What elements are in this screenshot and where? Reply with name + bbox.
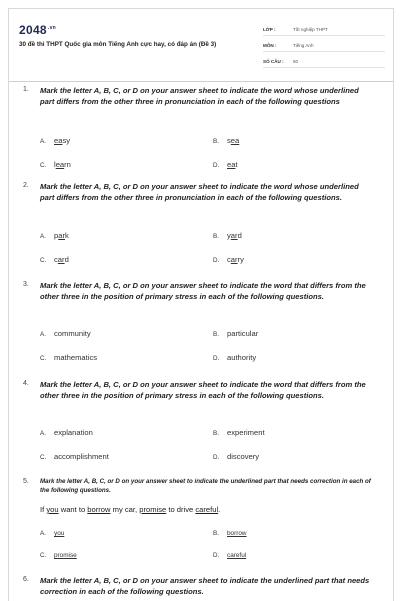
option-b[interactable]: B. particular: [213, 329, 259, 338]
question-number: 3.: [23, 281, 29, 288]
option-b[interactable]: B. sea: [213, 136, 240, 145]
meta-subject: MÔN : Tiếng Anh: [263, 39, 385, 52]
option-c[interactable]: C. mathematics: [40, 353, 98, 362]
document-page: [8, 8, 394, 601]
option-d[interactable]: D. discovery: [213, 452, 260, 461]
option-d[interactable]: D. authority: [213, 353, 257, 362]
document-title: 30 đề thi THPT Quốc gia môn Tiếng Anh cực hay, có đáp án (Đề 3): [19, 41, 217, 48]
option-a[interactable]: A. easy: [40, 136, 71, 145]
question-prompt: Mark the letter A, B, C, or D on your answer sheet to indicate the underlined part that needs correction in each of the following questions.: [40, 478, 371, 494]
question-number: 4.: [23, 380, 29, 387]
option-a[interactable]: A. explanation: [40, 428, 93, 437]
question-sentence: If you want to borrow my car, promise to drive careful.: [40, 505, 221, 514]
option-b[interactable]: B. borrow: [213, 530, 247, 537]
question-prompt: Mark the letter A, B, C, or D on your answer sheet to indicate the underlined part that needs correction in each of the following questions.: [40, 576, 370, 596]
question-prompt: Mark the letter A, B, C, or D on your answer sheet to indicate the word that differs from the other three in the position of primary stress in each of the following questions.: [40, 380, 366, 400]
header-divider: [9, 81, 393, 82]
option-c[interactable]: C. promise: [40, 552, 77, 559]
document-header: [19, 17, 385, 73]
question-number: 5.: [23, 478, 29, 485]
option-a[interactable]: A. community: [40, 329, 91, 338]
question-prompt: Mark the letter A, B, C, or D on your answer sheet to indicate the word that differs from the other three in the position of primary stress in each of the following questions.: [40, 281, 366, 301]
option-d[interactable]: D. carry: [213, 255, 244, 264]
option-d[interactable]: D. careful: [213, 552, 247, 559]
brand-logo[interactable]: $2048^{.vn}$: [19, 23, 57, 37]
question-number: 2.: [23, 182, 29, 189]
question-prompt: Mark the letter A, B, C, or D on your answer sheet to indicate the word whose underlined part differs from the other three in pronunciation in each of the following questions: [40, 86, 359, 106]
question-number: 1.: [23, 86, 29, 93]
option-c[interactable]: C. learn: [40, 160, 71, 169]
meta-question-count: SỐ CÂU : 50: [263, 55, 385, 68]
question-prompt: Mark the letter A, B, C, or D on your answer sheet to indicate the word whose underlined part differs from the other three in pronunciation in each of the following questions.: [40, 182, 359, 202]
option-c[interactable]: C. accomplishment: [40, 452, 109, 461]
option-d[interactable]: D. eat: [213, 160, 238, 169]
question-number: 6.: [23, 576, 29, 583]
option-a[interactable]: A. you: [40, 530, 65, 537]
option-b[interactable]: B. yard: [213, 231, 242, 240]
option-b[interactable]: B. experiment: [213, 428, 265, 437]
meta-class: LỚP : Tốt nghiệp THPT: [263, 23, 385, 36]
option-a[interactable]: A. park: [40, 231, 69, 240]
document-meta: [263, 23, 385, 71]
option-c[interactable]: C. card: [40, 255, 69, 264]
